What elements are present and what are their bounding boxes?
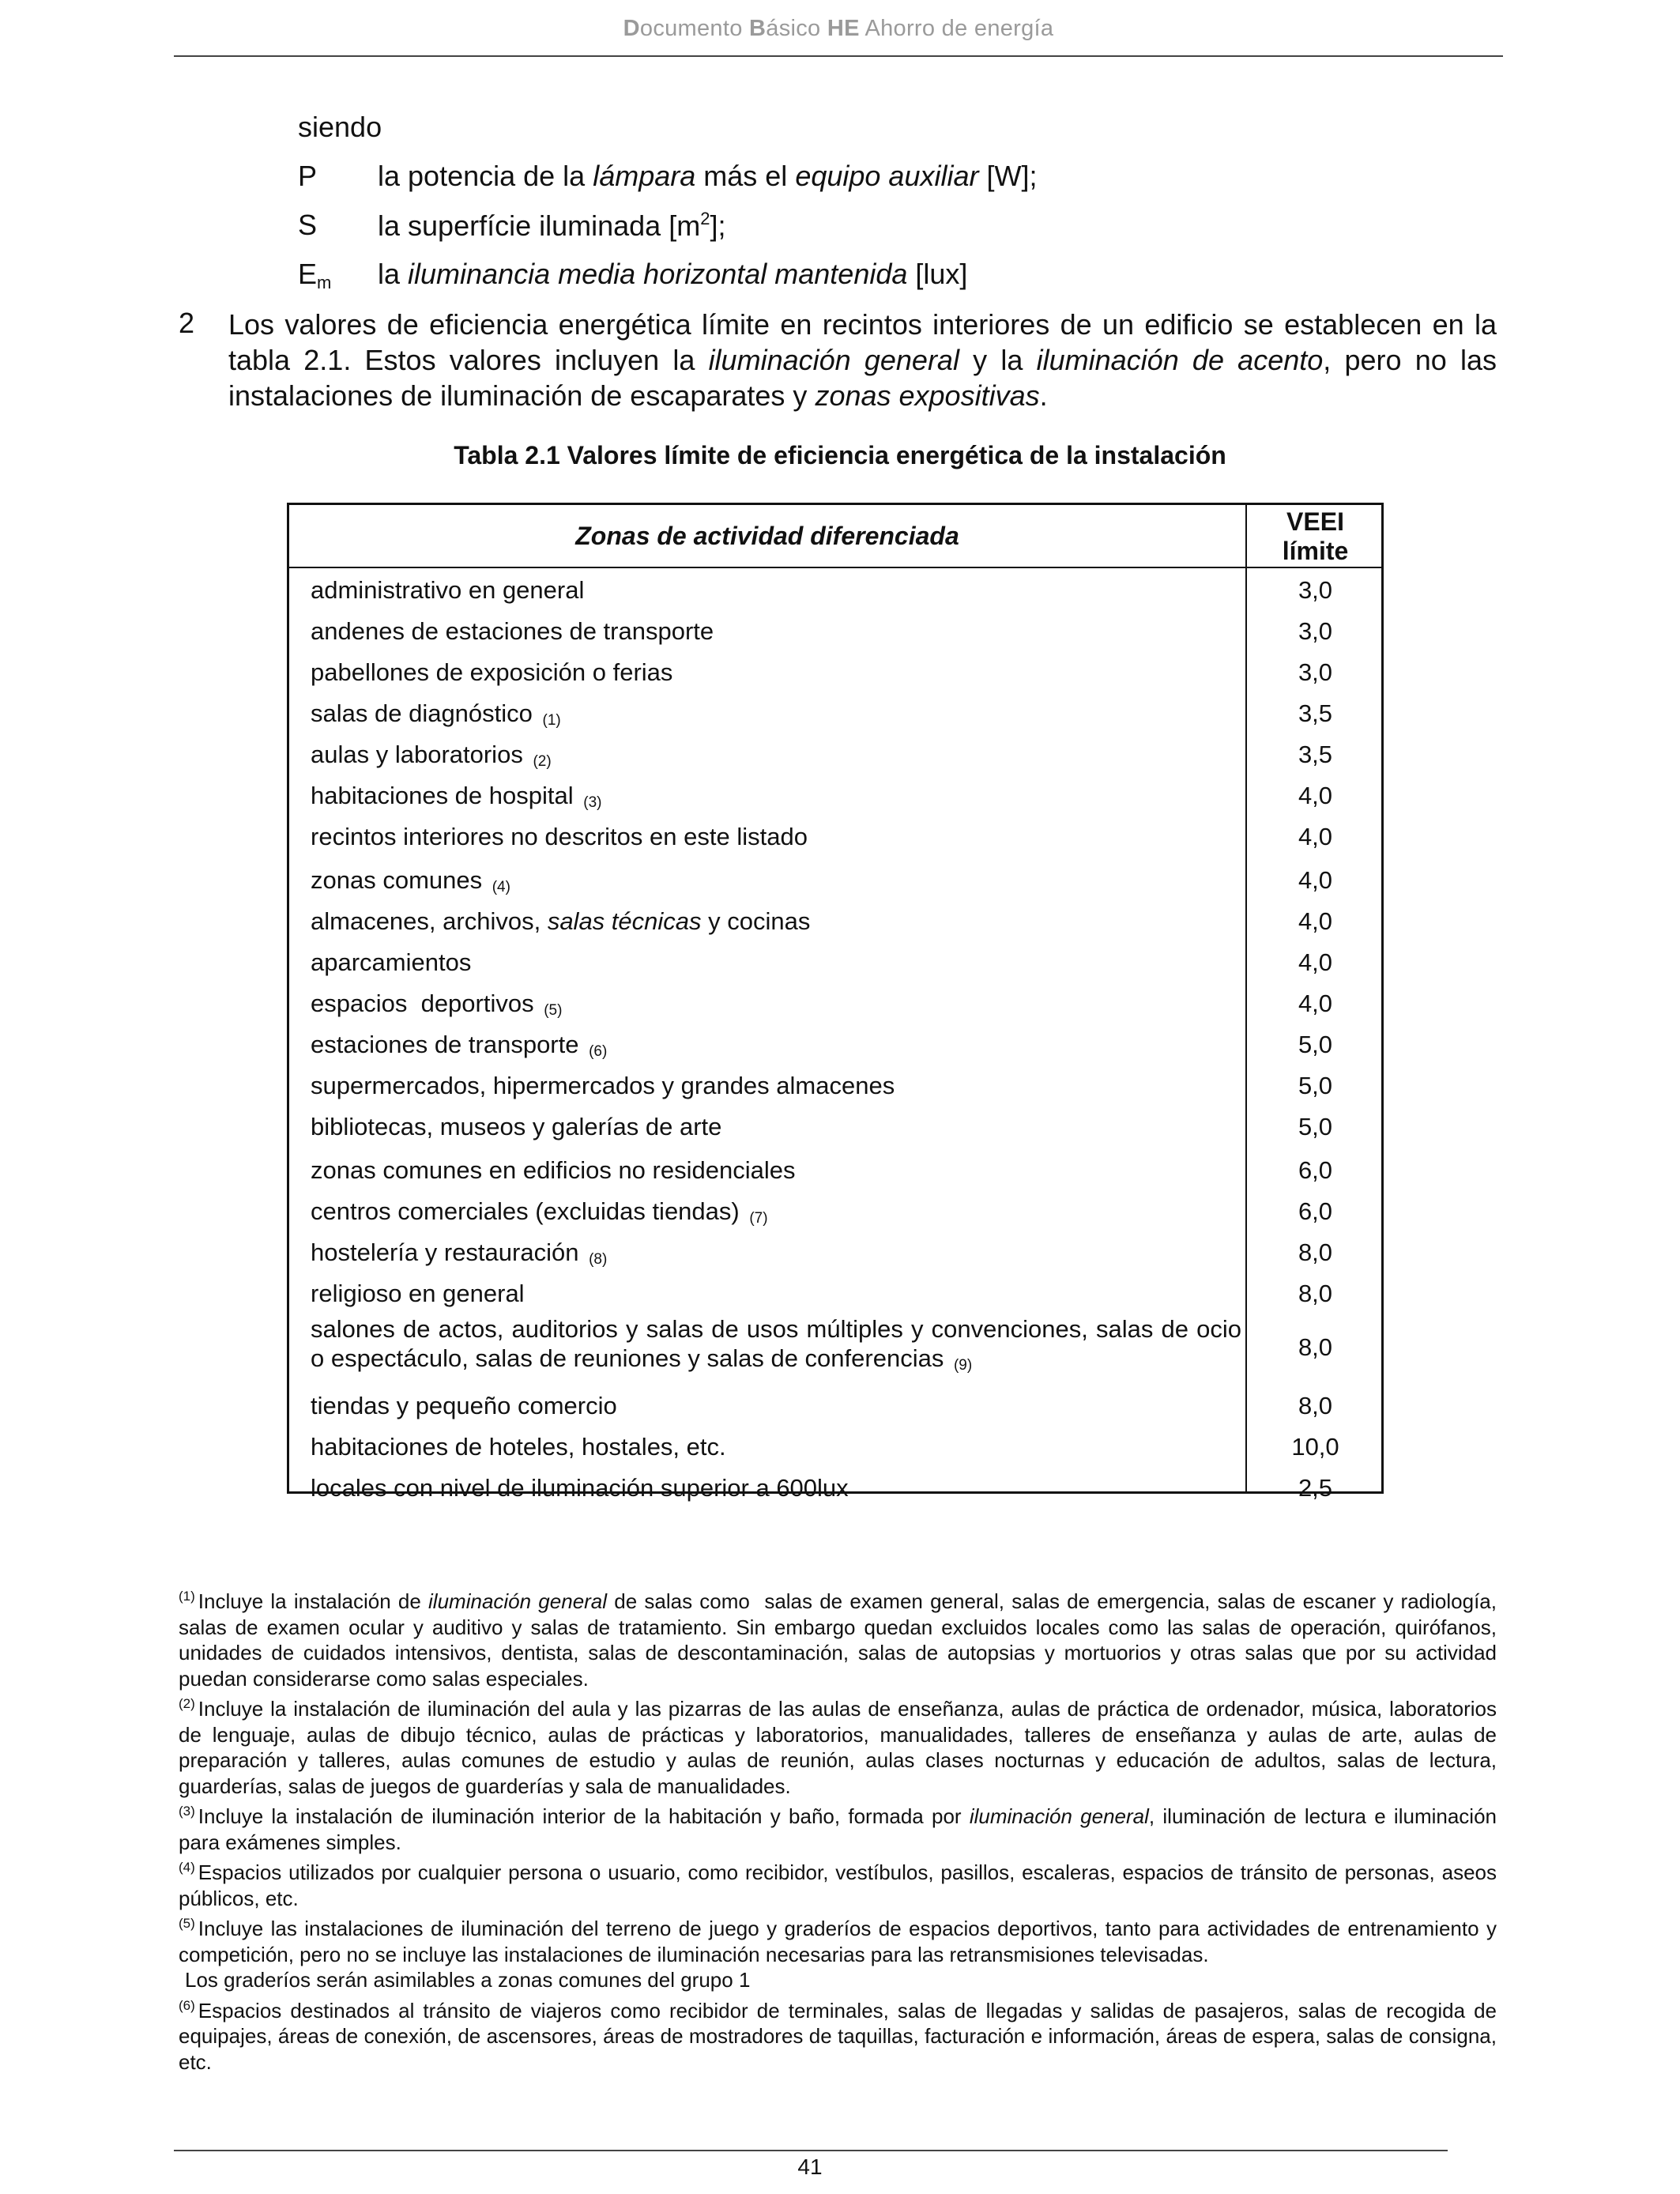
column-header-veei-line1: VEEI (1286, 507, 1344, 536)
table-header-row (289, 505, 1381, 568)
page-header (174, 16, 1503, 57)
table-row (289, 1382, 1381, 1423)
footnote-text: Incluye las instalaciones de iluminación del terreno de juego y graderíos de espacios deportivos, tanto para actividades de entrenamiento y competición, pero no se incluye las instalaciones de iluminación necesarias para las retransmisiones televisadas. (179, 1917, 1497, 1966)
header-title: Documento Básico HE Ahorro de energía (623, 16, 1054, 41)
table-cell-veei: 4,0 (1298, 823, 1333, 850)
table-cell-veei: 8,0 (1298, 1238, 1333, 1266)
table-cell-zona: centros comerciales (excluidas tiendas) $_{(7)}$ (311, 1197, 768, 1227)
table-cell-veei: 8,0 (1298, 1280, 1333, 1307)
table-cell-veei: 5,0 (1298, 1072, 1333, 1099)
table-title: Tabla 2.1 Valores límite de eficiencia energética de la instalación (454, 441, 1226, 469)
table-cell-veei: 10,0 (1291, 1433, 1339, 1461)
table-cell-zona: espacios deportivos $_{(5)}$ (311, 990, 563, 1019)
footnote-mark: (1) (179, 1589, 195, 1604)
footnote-text: Espacios destinados al tránsito de viajeros como recibidor de terminales, salas de llegadas y salidas de pasajeros, salas de recogida de equipajes, áreas de conexión, de ascensores, áreas de mostradores de taquillas, facturación e información, áreas de espera, salas de consigna, etc. (179, 1998, 1497, 2074)
column-header-zonas: Zonas de actividad diferenciada (575, 521, 959, 550)
page-number: 41 (797, 2154, 823, 2179)
footnote-mark: (6) (179, 1997, 195, 2013)
table-row (289, 690, 1381, 731)
table-row (289, 980, 1381, 1021)
footnote-mark: (2) (179, 1696, 195, 1711)
table-cell-zona: habitaciones de hoteles, hostales, etc. (311, 1433, 726, 1461)
table-cell-zona: pabellones de exposición o ferias (311, 658, 673, 686)
table-cell-zona: salas de diagnóstico $_{(1)}$ (311, 699, 561, 729)
table-row (289, 772, 1381, 813)
table-row (289, 1311, 1381, 1382)
definition-symbol: S (298, 209, 318, 241)
footnote-text: Incluye la instalación de iluminación interior de la habitación y baño, formada por iluminación general, iluminación de lectura e iluminación para exámenes simples. (179, 1804, 1497, 1854)
footnote (179, 1993, 1497, 2075)
table-row (289, 1062, 1381, 1103)
table-cell-zona: habitaciones de hospital $_{(3)}$ (311, 782, 602, 811)
table-cell-zona: salones de actos, auditorios y salas de usos múltiples y convenciones, salas de ocio o espectáculo, salas de reuniones y salas de conferencias $_{(9)}$ (311, 1315, 1241, 1374)
table-row (289, 1021, 1381, 1062)
veei-table (287, 503, 1384, 1502)
footnote (179, 1911, 1497, 1967)
table-row (289, 649, 1381, 690)
table-cell-veei: 3,0 (1298, 617, 1333, 645)
footnote (179, 1584, 1497, 1691)
definition-text: la iluminancia media horizontal mantenida [lux] (378, 258, 968, 290)
table-row (289, 1270, 1381, 1311)
footnote (179, 1799, 1497, 1855)
table-row (289, 857, 1381, 898)
table-cell-veei: 3,5 (1298, 699, 1333, 727)
footnote-text: Incluye la instalación de iluminación del aula y las pizarras de las aulas de enseñanza, aulas de práctica de ordenador, música, laboratorios de lenguaje, aulas de dibujo técnico, aulas de prácticas y laboratorios, manualidades, talleres de enseñanza y aulas de arte, aulas de preparación y talleres, aulas comunes de estudio y aulas de reunión, aulas clases nocturnas y educación de adultos, salas de lectura, guarderías, salas de juegos de guarderías y sala de manualidades. (179, 1697, 1497, 1798)
table-row (289, 608, 1381, 649)
table-cell-veei: 4,0 (1298, 948, 1333, 976)
table-row (289, 1423, 1381, 1465)
table-row (289, 1229, 1381, 1270)
table-cell-veei: 3,0 (1298, 658, 1333, 686)
table-cell-zona: hostelería y restauración $_{(8)}$ (311, 1238, 608, 1268)
table-cell-zona: aparcamientos (311, 948, 472, 976)
column-header-veei-line2: límite (1282, 537, 1349, 565)
table-cell-veei: 5,0 (1298, 1113, 1333, 1140)
definition-symbol: $E_m$ (298, 258, 332, 292)
table-row (289, 731, 1381, 772)
table-cell-veei: 8,0 (1298, 1333, 1333, 1361)
table-cell-zona: administrativo en general (311, 576, 585, 604)
siendo-label: siendo (298, 111, 382, 143)
table-cell-zona: bibliotecas, museos y galerías de arte (311, 1113, 722, 1140)
table-cell-zona: aulas y laboratorios $_{(2)}$ (311, 741, 552, 770)
table-cell-veei: 6,0 (1298, 1197, 1333, 1225)
table-cell-zona: tiendas y pequeño comercio (311, 1392, 617, 1419)
table-row (289, 567, 1381, 608)
footnote-text: Incluye la instalación de iluminación general de salas como salas de examen general, salas de emergencia, salas de escaner y radiología, salas de examen ocular y auditivo y salas de tratamiento. Sin embargo quedan excluidos locales como las salas de operación, quirófanos, unidades de cuidados intensivos, dentista, salas de descontaminación, salas de autopsias y mortuorios y otras salas que por su actividad puedan considerarse como salas especiales. (179, 1589, 1497, 1691)
definition-text: la potencia de la lámpara más el equipo auxiliar [W]; (378, 160, 1038, 192)
column-header-veei (1245, 505, 1384, 567)
footnote-mark: (3) (179, 1804, 195, 1819)
footnote-text: Espacios utilizados por cualquier persona o usuario, como recibidor, vestíbulos, pasillos, escaleras, espacios de tránsito de personas, aseos públicos, etc. (179, 1860, 1497, 1910)
table-cell-veei: 5,0 (1298, 1031, 1333, 1058)
table-row (289, 1188, 1381, 1229)
table-row (289, 813, 1381, 857)
table-row (289, 898, 1381, 939)
table-cell-zona: zonas comunes en edificios no residenciales (311, 1156, 796, 1184)
paragraph-text: Los valores de eficiencia energética límite en recintos interiores de un edificio se establecen en la tabla 2.1. Estos valores incluyen la iluminación general y la iluminación de acento, pero no las instalaciones de iluminación de escaparates y zonas expositivas. (228, 308, 1497, 412)
table-cell-veei: 3,0 (1298, 576, 1333, 604)
header-divider (174, 55, 1503, 57)
footer-divider (174, 2150, 1448, 2151)
table-cell-veei: 8,0 (1298, 1392, 1333, 1419)
footnote (179, 1691, 1497, 1799)
definition-symbol: P (298, 160, 318, 192)
table-cell-zona: recintos interiores no descritos en este listado (311, 823, 808, 850)
table-cell-zona: almacenes, archivos, salas técnicas y cocinas (311, 907, 811, 935)
table-cell-veei: 4,0 (1298, 782, 1333, 809)
table-cell-zona: supermercados, hipermercados y grandes almacenes (311, 1072, 895, 1099)
paragraph-number: 2 (179, 307, 195, 339)
table-row (289, 1103, 1381, 1147)
table-cell-veei: 3,5 (1298, 741, 1333, 768)
footnote-extra: Los graderíos serán asimilables a zonas comunes del grupo 1 (185, 1968, 751, 1992)
table-cell-veei: 4,0 (1298, 907, 1333, 935)
table-cell-zona: andenes de estaciones de transporte (311, 617, 714, 645)
footnote (179, 1855, 1497, 1911)
table-cell-zona: religioso en general (311, 1280, 525, 1307)
table-cell-zona: estaciones de transporte $_{(6)}$ (311, 1031, 608, 1060)
table-row (289, 1147, 1381, 1188)
table-cell-zona: locales con nivel de iluminación superior a 600lux (311, 1474, 849, 1502)
table-row (289, 1465, 1381, 1506)
table-cell-veei: 2,5 (1298, 1474, 1333, 1502)
table-cell-veei: 4,0 (1298, 990, 1333, 1017)
table-cell-zona: zonas comunes $_{(4)}$ (311, 866, 510, 895)
footnote-mark: (4) (179, 1860, 195, 1875)
table-cell-veei: 4,0 (1298, 866, 1333, 894)
definition-text: la superfície iluminada $[m^2]$; (378, 209, 726, 242)
table-row (289, 939, 1381, 980)
footnotes (179, 1584, 1497, 2075)
table-cell-veei: 6,0 (1298, 1156, 1333, 1184)
footnote-mark: (5) (179, 1916, 195, 1931)
